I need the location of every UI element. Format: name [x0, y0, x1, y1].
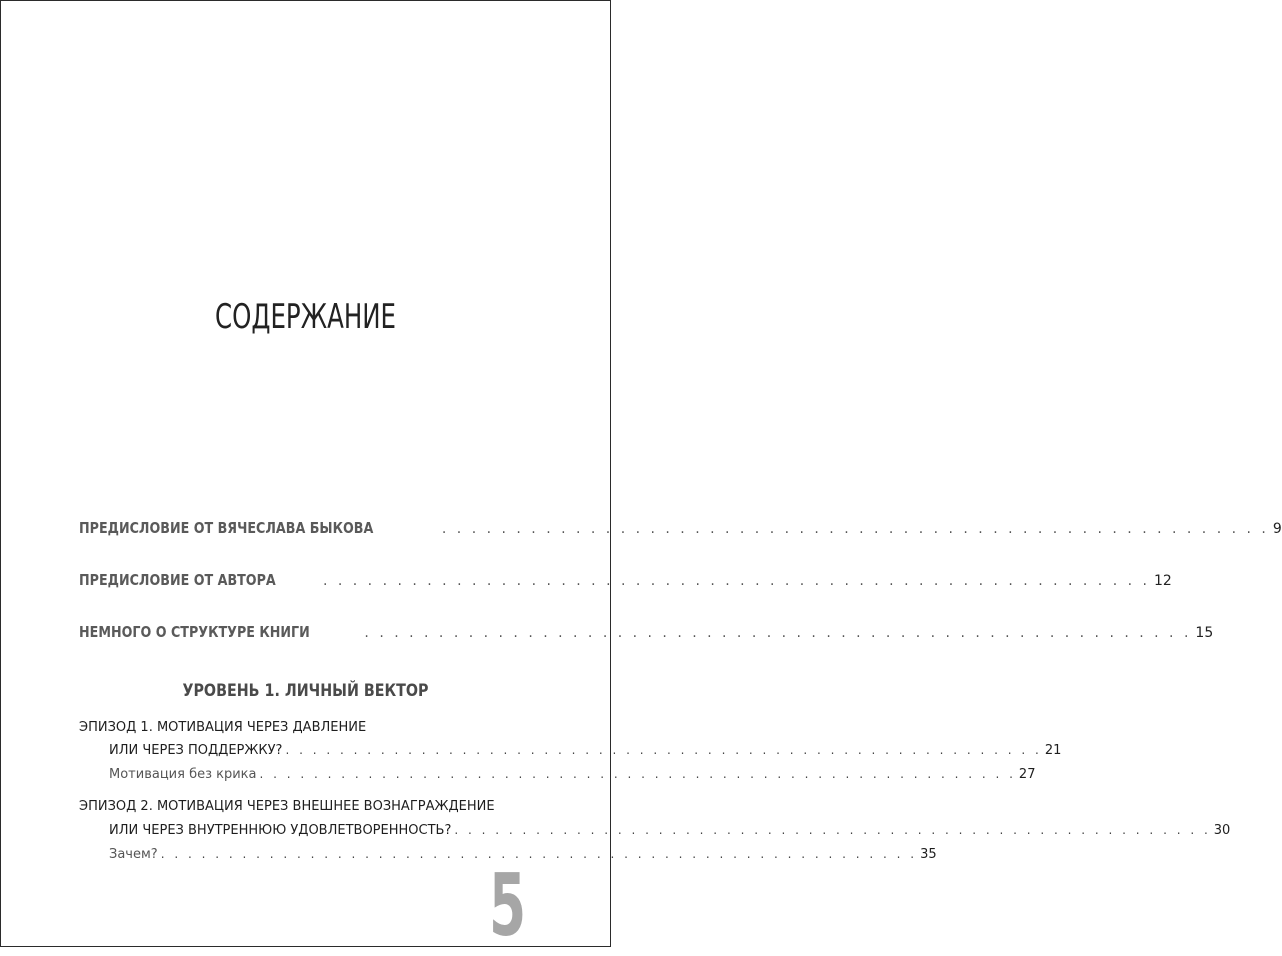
toc-page-number: 30: [1213, 823, 1231, 838]
dot-leader: . . . . . . . . . . . . . . . . . . . . . . . . . . . . . . . . . . . . . . . . . . . . . . . . . . . . . . . .: [322, 573, 1150, 589]
page-number: 5: [489, 856, 527, 956]
toc-page-number: 15: [1195, 625, 1214, 641]
toc-entry-label: ПРЕДИСЛОВИЕ ОТ АВТОРА: [79, 571, 276, 589]
episode-2-title[interactable]: ЭПИЗОД 2. МОТИВАЦИЯ ЧЕРЕЗ ВНЕШНЕЕ ВОЗНАГРАЖДЕНИЕ: [79, 799, 495, 814]
toc-page-number: 35: [920, 847, 937, 862]
toc-entry-book-structure[interactable]: [79, 623, 1214, 641]
toc-page-number: 9: [1272, 521, 1282, 537]
episode-1-title[interactable]: ЭПИЗОД 1. МОТИВАЦИЯ ЧЕРЕЗ ДАВЛЕНИЕ: [79, 720, 367, 735]
toc-entry-label: ПРЕДИСЛОВИЕ ОТ ВЯЧЕСЛАВА БЫКОВА: [79, 519, 374, 537]
dot-leader: . . . . . . . . . . . . . . . . . . . . . . . . . . . . . . . . . . . . . . . . . . . . . . . . . . . . . . . .: [454, 823, 1211, 837]
dot-leader: . . . . . . . . . . . . . . . . . . . . . . . . . . . . . . . . . . . . . . . . . . . . . . . . . . . . . . . .: [441, 521, 1269, 537]
dot-leader: . . . . . . . . . . . . . . . . . . . . . . . . . . . . . . . . . . . . . . . . . . . . . . . . . . . . . . . .: [285, 743, 1042, 757]
dot-leader: . . . . . . . . . . . . . . . . . . . . . . . . . . . . . . . . . . . . . . . . . . . . . . . . . . . . . . . .: [259, 767, 1016, 781]
level-heading: УРОВЕНЬ 1. ЛИЧНЫЙ ВЕКТОР: [182, 681, 429, 701]
episode-1-title-line2: ИЛИ ЧЕРЕЗ ПОДДЕРЖКУ?: [109, 743, 283, 758]
toc-entry-foreword-bykov[interactable]: [79, 519, 1282, 537]
dot-leader: . . . . . . . . . . . . . . . . . . . . . . . . . . . . . . . . . . . . . . . . . . . . . . . . . . . . . . . .: [364, 625, 1192, 641]
toc-page-number: 21: [1044, 743, 1062, 758]
episode-2-title-continued[interactable]: [109, 823, 1231, 838]
subsection-label: Мотивация без крика: [109, 767, 257, 782]
toc-page-number: 27: [1018, 767, 1036, 782]
toc-subsection-motivation-without-shouting[interactable]: [109, 767, 1036, 782]
page-title: СОДЕРЖАНИЕ: [214, 297, 397, 337]
toc-page-number: 12: [1153, 573, 1172, 589]
episode-1-title-continued[interactable]: [109, 743, 1062, 758]
toc-subsection-why[interactable]: [109, 847, 937, 862]
episode-2-title-line2: ИЛИ ЧЕРЕЗ ВНУТРЕННЮЮ УДОВЛЕТВОРЕННОСТЬ?: [109, 823, 452, 838]
subsection-label: Зачем?: [109, 847, 158, 862]
toc-entry-label: НЕМНОГО О СТРУКТУРЕ КНИГИ: [79, 623, 310, 641]
dot-leader: . . . . . . . . . . . . . . . . . . . . . . . . . . . . . . . . . . . . . . . . . . . . . . . . . . . . . . . .: [160, 847, 918, 861]
toc-entry-foreword-author[interactable]: [79, 571, 1172, 589]
